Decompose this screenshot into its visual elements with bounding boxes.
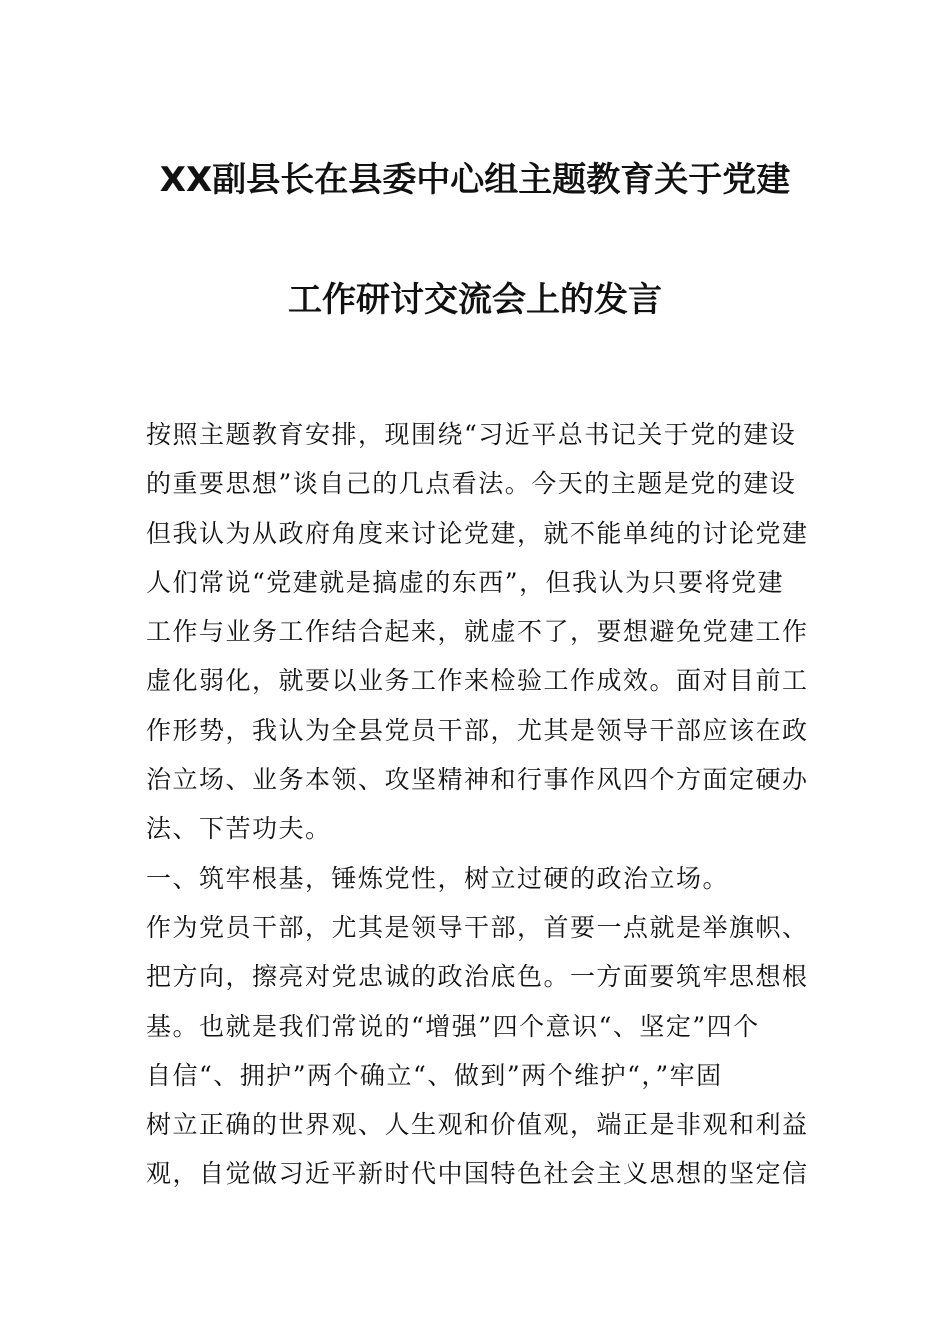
body-line: 工作与业务工作结合起来，就虚不了，要想避免党建工作	[146, 617, 809, 647]
body-line: 的重要思想”谈自己的几点看法。今天的主题是党的建设	[146, 469, 797, 499]
body-line: 法、下苦功夫。	[146, 814, 332, 844]
body-line: 树立正确的世界观、人生观和价值观，端正是非观和利益	[146, 1110, 809, 1140]
body-line: 作为党员干部，尤其是领导干部，首要一点就是举旗帜、	[146, 912, 809, 942]
document-title-line-1: XX副县长在县委中心组主题教育关于党建	[159, 160, 791, 200]
body-line: 治立场、业务本领、攻坚精神和行事作风四个方面定硬办	[146, 765, 809, 795]
body-line: 虚化弱化，就要以业务工作来检验工作成效。面对目前工	[146, 666, 809, 696]
document-title-line-2: 工作研讨交流会上的发言	[288, 280, 662, 320]
body-line: 按照主题教育安排，现围绕“习近平总书记关于党的建设	[146, 420, 797, 449]
body-line: 基。也就是我们常说的“增强”四个意识“、坚定”四个	[146, 1011, 760, 1041]
body-line: 观，自觉做习近平新时代中国特色社会主义思想的坚定信	[146, 1159, 809, 1189]
body-line: 把方向，擦亮对党忠诚的政治底色。一方面要筑牢思想根	[146, 962, 809, 992]
body-line: 作形势，我认为全县党员干部，尤其是领导干部应该在政	[146, 715, 809, 745]
section-heading: 一、筑牢根基，锤炼党性，树立过硬的政治立场。	[146, 863, 730, 893]
body-line: 但我认为从政府角度来讨论党建，就不能单纯的讨论党建	[146, 518, 809, 548]
body-line: 自信“、拥护”两个确立“、做到”两个维护“，”牢固	[146, 1060, 723, 1090]
document-body	[146, 410, 808, 1199]
body-line: 人们常说“党建就是搞虚的东西”，但我认为只要将党建	[146, 567, 785, 597]
